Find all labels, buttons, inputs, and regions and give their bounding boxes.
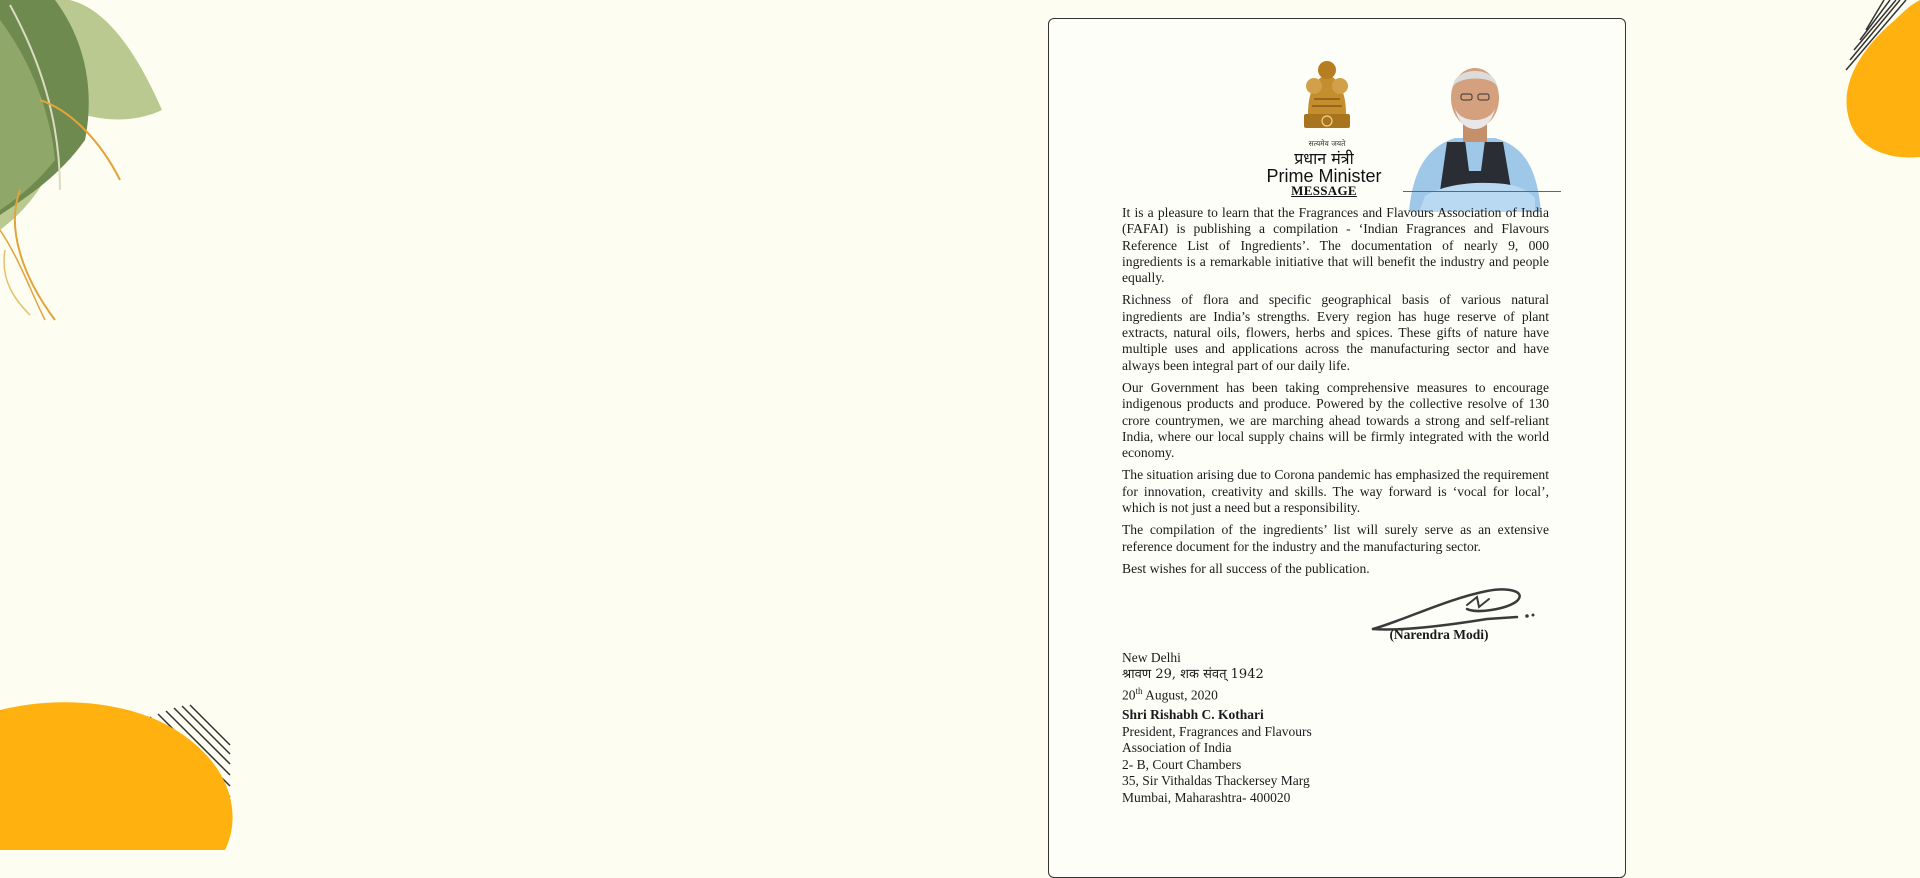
orange-blob-decoration-top <box>1840 0 1920 160</box>
message-paragraph: It is a pleasure to learn that the Fragrances and Flavours Association of India (FAFAI) is publishing a compilation - ‘Indian Fragrances and Flavours Reference List of Ingredients’. The documentation of nearly 9, 000 ingredients is a remarkable initiative that will benefit the industry and people equally. <box>1122 205 1549 286</box>
address-line: Association of India <box>1122 740 1232 755</box>
message-heading: MESSAGE <box>1291 183 1357 198</box>
place: New Delhi <box>1122 650 1181 665</box>
divider-line <box>1403 191 1561 192</box>
message-paragraph: Richness of flora and specific geographical basis of various natural ingredients are India’s strengths. Every region has huge reserve of plant extracts, natural oils, flowers, herbs and spices. These gifts of nature have multiple uses and applications across the manufacturing sector and have always been integral part of our daily life. <box>1122 292 1549 373</box>
hindi-date: श्रावण 29, शक संवत् 1942 <box>1122 667 1264 682</box>
addressee-block <box>1122 707 1312 806</box>
address-line: President, Fragrances and Flavours <box>1122 723 1312 739</box>
addressee-name: Shri Rishabh C. Kothari <box>1122 707 1264 722</box>
address-line: 35, Sir Vithaldas Thackersey Marg <box>1122 773 1310 788</box>
message-paragraph: The compilation of the ingredients’ list will surely serve as an extensive reference document for the industry and the manufacturing sector. <box>1122 522 1549 554</box>
address-line: 2- B, Court Chambers <box>1122 756 1242 772</box>
national-emblem-icon <box>1300 54 1354 152</box>
orange-blob-decoration <box>0 700 240 850</box>
leaf-decoration <box>0 0 170 330</box>
letter-footer <box>1122 649 1264 704</box>
signatory-name: (Narendra Modi) <box>1389 627 1489 642</box>
emblem-motto: सत्यमेव जयते <box>1308 139 1346 148</box>
pm-message-letter <box>1048 18 1626 878</box>
hindi-title: प्रधान मंत्री <box>1294 149 1354 168</box>
prime-minister-title: Prime Minister <box>1266 166 1382 186</box>
letter-date: 20th August, 2020 <box>1122 686 1218 703</box>
prime-minister-portrait <box>1405 46 1545 212</box>
address-line: Mumbai, Maharashtra- 400020 <box>1122 789 1291 805</box>
message-paragraph: Our Government has been taking comprehensive measures to encourage indigenous products and produce. Powered by the collective resolve of 130 crore countrymen, we are marching ahead towards a strong and self-reliant India, where our local supply chains will be firmly integrated with the world economy. <box>1122 379 1549 461</box>
message-body <box>1122 205 1549 583</box>
closing-wishes: Best wishes for all success of the publication. <box>1122 560 1370 576</box>
message-paragraph: The situation arising due to Corona pandemic has emphasized the requirement for innovation, creativity and skills. The way forward is ‘vocal for local’, which is not just a need but a responsibility. <box>1122 467 1549 516</box>
